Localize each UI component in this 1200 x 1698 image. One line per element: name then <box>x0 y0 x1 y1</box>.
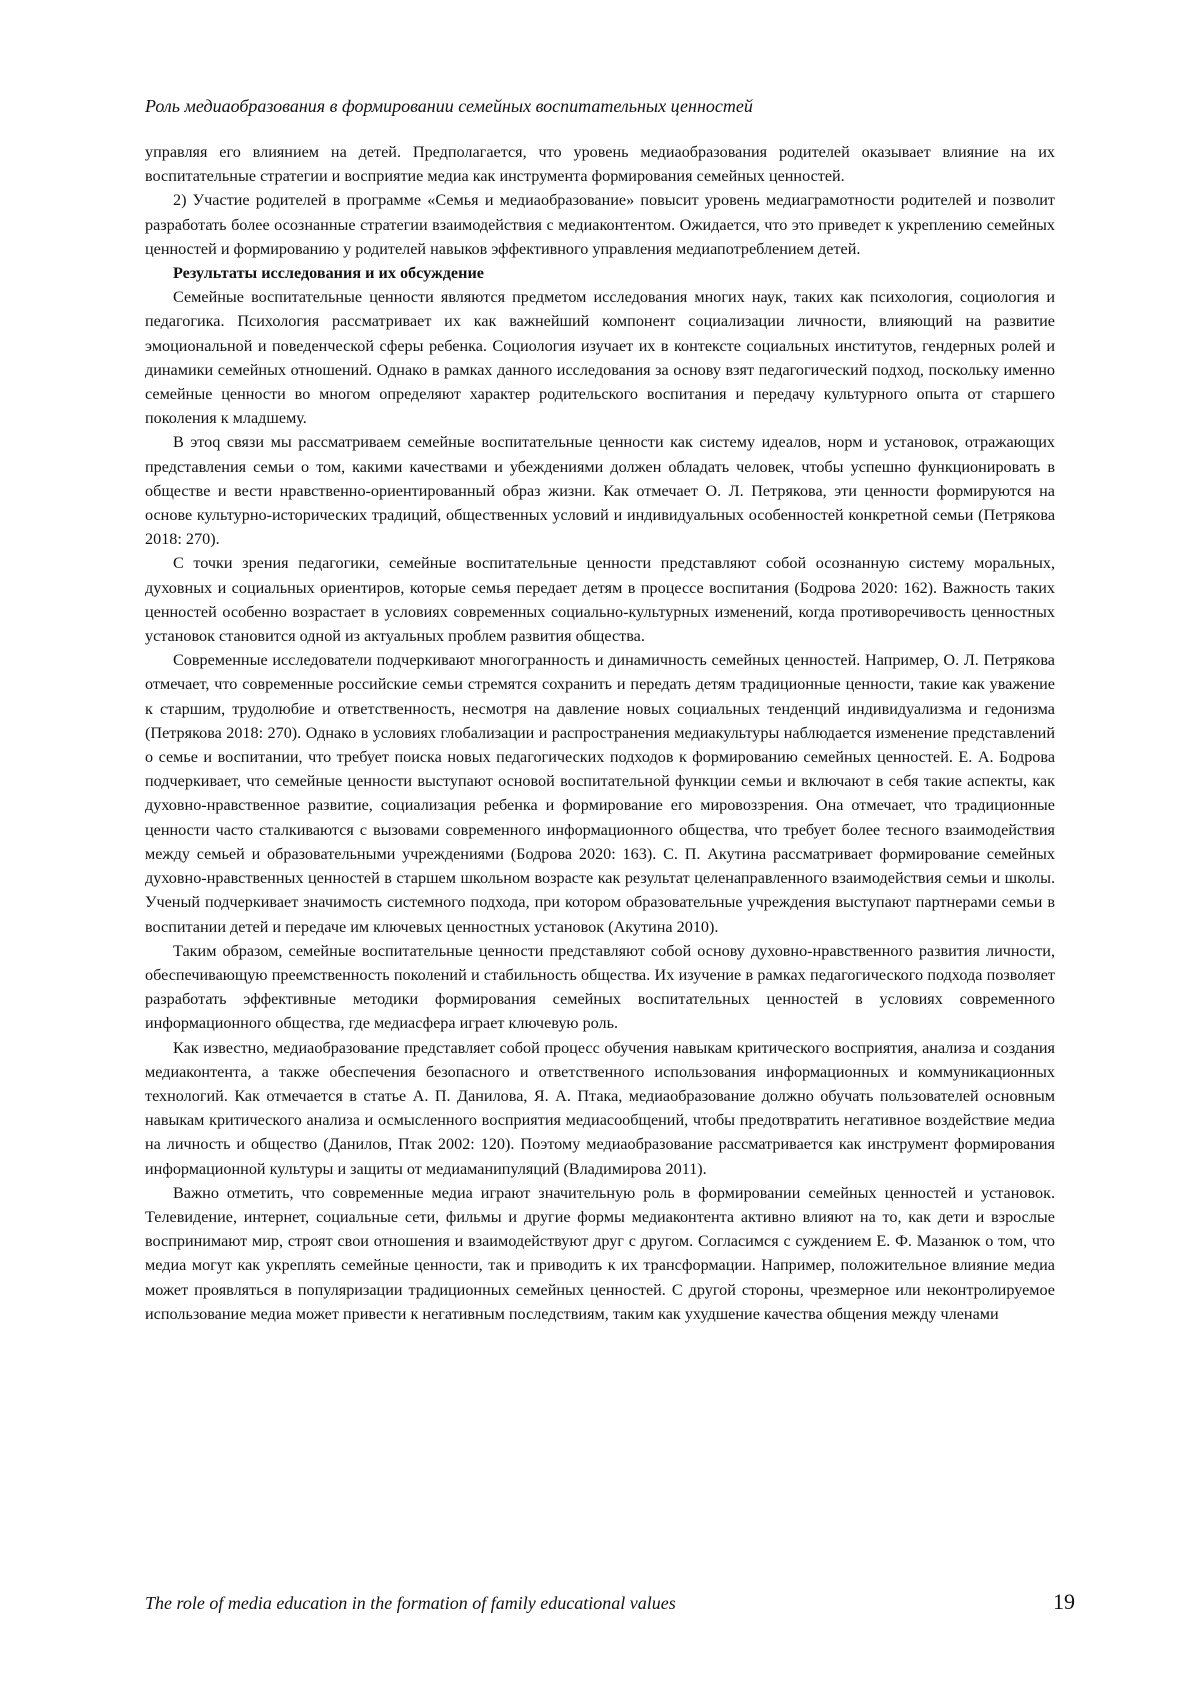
paragraph: В этоq связи мы рассматриваем семейные воспитательные ценности как систему идеалов, норм и установок, отражающих представления семьи о том, какими качествами и убеждениями должен обладать человек, чтобы успешно функционировать в обществе и вести нравственно-ориентированный образ жизни. Как отмечает О. Л. Петрякова, эти ценности формируются на основе культурно-исторических традиций, общественных условий и индивидуальных особенностей конкретной семьи (Петрякова 2018: 270). <box>145 433 1055 549</box>
section-heading: Результаты исследования и их обсуждение <box>173 264 484 283</box>
paragraph: Современные исследователи подчеркивают многогранность и динамичность семейных ценностей. Например, О. Л. Петрякова отмечает, что современные российские семьи стремятся сохранить и передать детям традиционные ценности, такие как уважение к старшим, трудолюбие и ответственность, несмотря на давление новых социальных тенденций индивидуализма и гедонизма (Петрякова 2018: 270). Однако в условиях глобализации и распространения медиакультуры наблюдается изменение представлений о семье и воспитании, что требует поиска новых педагогических подходов к формированию семейных ценностей. Е. А. Бодрова подчеркивает, что семейные ценности выступают основой воспитательной функции семьи и включают в себя такие аспекты, как духовно-нравственное развитие, социализация ребенка и формирование его мировоззрения. Она отмечает, что традиционные ценности часто сталкиваются с вызовами современного информационного общества, что требует более тесного взаимодействия между семьей и образовательными учреждениями (Бодрова 2020: 163). С. П. Акутина рассматривает формирование семейных духовно-нравственных ценностей в старшем школьном возрасте как результат целенаправленного взаимодействия семьи и школы. Ученый подчеркивает значимость системного подхода, при котором образовательные учреждения выступают партнерами семьи в воспитании детей и передаче им ключевых ценностных установок (Акутина 2010). <box>145 651 1055 936</box>
running-header: Роль медиаобразования в формировании семейных воспитательных ценностей <box>145 96 753 116</box>
paragraph-continued: управляя его влиянием на детей. Предполагается, что уровень медиаобразования родителей оказывает влияние на их воспитательные стратегии и восприятие медиа как инструмента формирования семейных ценностей. <box>145 143 1055 186</box>
paragraph: Семейные воспитательные ценности являются предметом исследования многих наук, таких как психология, социология и педагогика. Психология рассматривает их как важнейший компонент социализации личности, влияющий на развитие эмоциональной и поведенческой сферы ребенка. Социология изучает их в контексте социальных институтов, гендерных ролей и динамики семейных отношений. Однако в рамках данного исследования за основу взят педагогический подход, поскольку именно семейные ценности во многом определяют характер родительского воспитания и передачу культурного опыта от старшего поколения к младшему. <box>145 288 1055 428</box>
paragraph: Важно отметить, что современные медиа играют значительную роль в формировании семейных ценностей и установок. Телевидение, интернет, социальные сети, фильмы и другие формы медиаконтента активно влияют на то, как дети и взрослые воспринимают мир, строят свои отношения и взаимодействуют друг с другом. Согласимся с суждением Е. Ф. Мазанюк о том, что медиа могут как укреплять семейные ценности, так и приводить к их трансформации. Например, положительное влияние медиа может проявляться в популяризации традиционных семейных ценностей. С другой стороны, чрезмерное или неконтролируемое использование медиа может привести к негативным последствиям, таким как ухудшение качества общения между членами <box>145 1183 1055 1323</box>
paragraph: С точки зрения педагогики, семейные воспитательные ценности представляют собой осознанную систему моральных, духовных и социальных ориентиров, которые семья передает детям в процессе воспитания (Бодрова 2020: 162). Важность таких ценностей особенно возрастает в условиях современных социально-культурных изменений, когда противоречивость ценностных установок становится одной из актуальных проблем развития общества. <box>145 554 1055 646</box>
paragraph: Таким образом, семейные воспитательные ценности представляют собой основу духовно-нравственного развития личности, обеспечивающую преемственность поколений и стабильность общества. Их изучение в рамках педагогического подхода позволяет разработать эффективные методики формирования семейных воспитательных ценностей в условиях современного информационного общества, где медиасфера играет ключевую роль. <box>145 941 1055 1033</box>
paragraph: Как известно, медиаобразование представляет собой процесс обучения навыкам критического восприятия, анализа и создания медиаконтента, а также обеспечения безопасного и ответственного использования информационных и коммуникационных технологий. Как отмечается в статье А. П. Данилова, Я. А. Птака, медиаобразование должно обучать пользователей основным навыкам критического анализа и осмысленного восприятия медиасообщений, чтобы предотвратить негативное воздействие медиа на личность и общество (Данилов, Птак 2002: 120). Поэтому медиаобразование рассматривается как инструмент формирования информационной культуры и защиты от медиаманипуляций (Владимирова 2011). <box>145 1038 1055 1178</box>
running-footer: The role of media education in the formation of family educational values <box>145 1593 676 1613</box>
article-body <box>145 140 1055 1326</box>
page-number: 19 <box>1053 1589 1075 1614</box>
paragraph-hypothesis-2: 2) Участие родителей в программе «Семья и медиаобразование» повысит уровень медиаграмотности родителей и позволит разработать более осознанные стратегии взаимодействия с медиаконтентом. Ожидается, что это приведет к укреплению семейных ценностей и формированию у родителей навыков эффективного управления медиапотреблением детей. <box>145 191 1055 258</box>
